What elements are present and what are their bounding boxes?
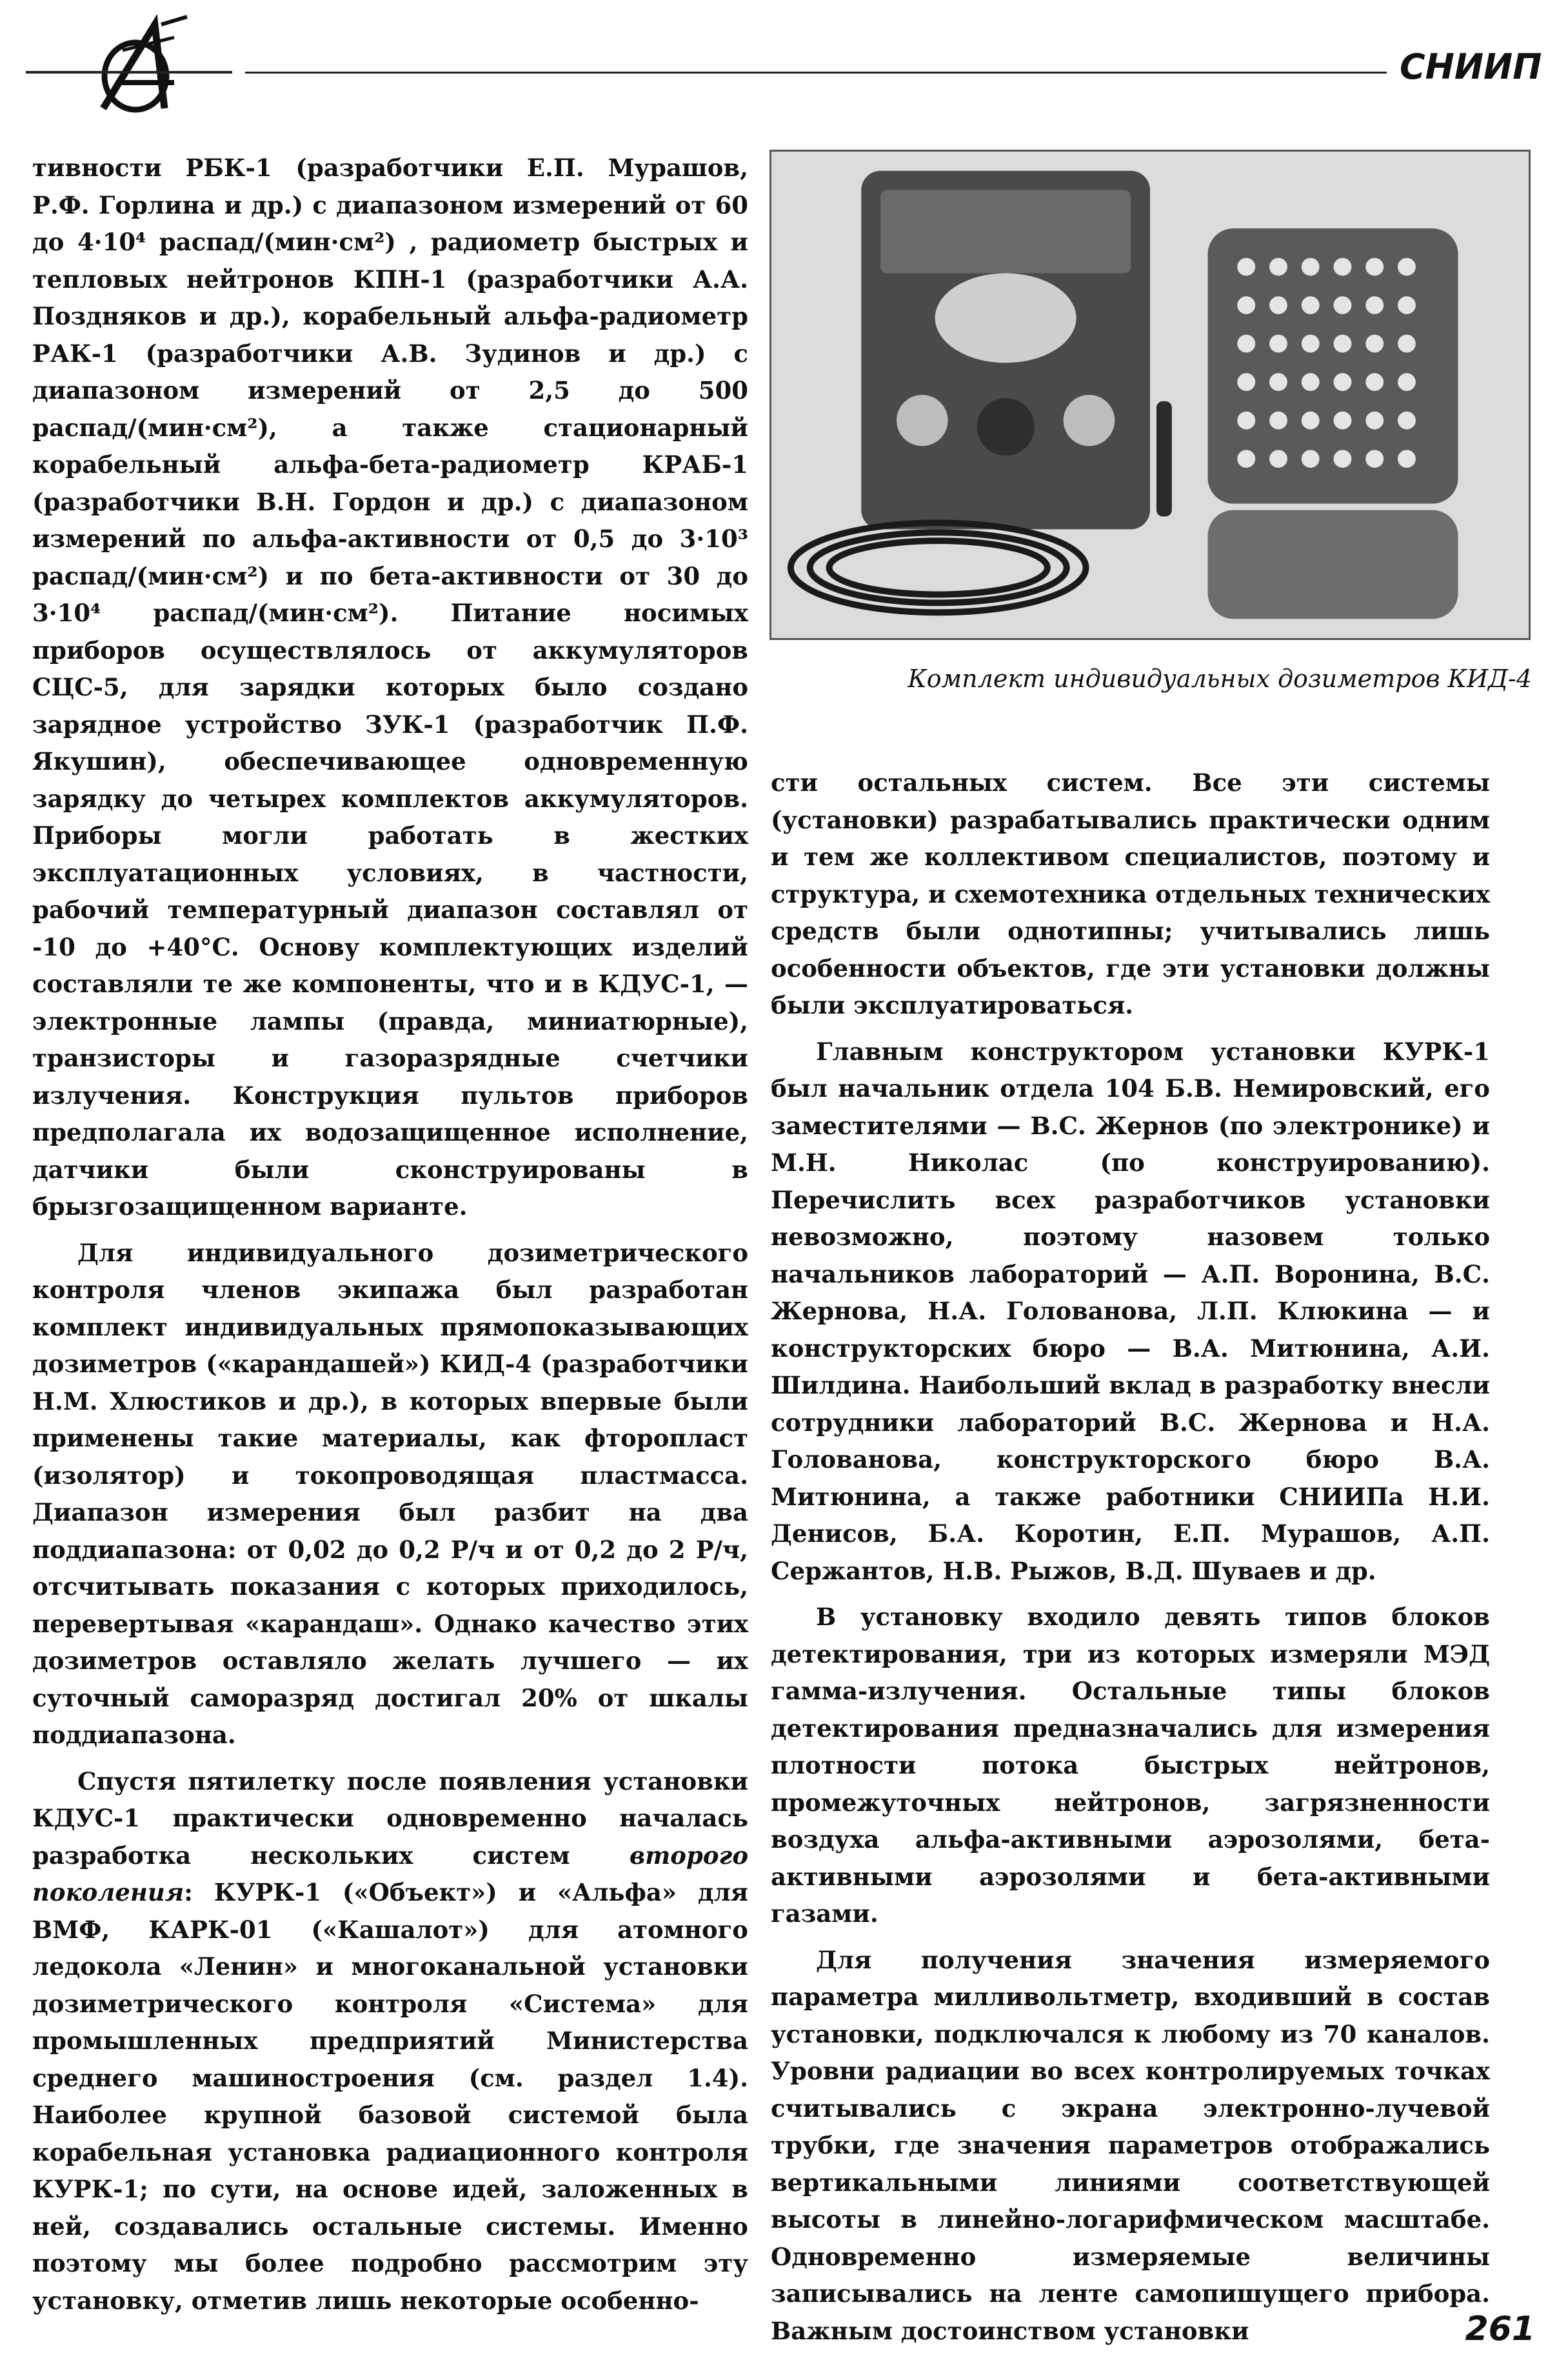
header-rule-left bbox=[26, 71, 232, 74]
snip-logo-icon bbox=[26, 12, 245, 121]
dosimeter-kit-image bbox=[771, 152, 1529, 638]
kid4-photo bbox=[769, 150, 1531, 640]
page-header bbox=[0, 0, 1548, 142]
right-paragraph-4: Для получения значения измеряемого параметра милливольтметр, входивший в состав установки, подключался к любому из 70 каналов. Уровни радиации во всех контролируемых точках считывались с экрана электронно-лучевой трубки, где значения параметров отображались вертикальными линиями соответствующей высоты в линейно-логарифмическом масштабе. Одновременно измеряемые величины записывались на ленте самопишущего прибора. Важным достоинством установки bbox=[771, 1945, 1490, 2345]
figure-caption: Комплект индивидуальных дозиметров КИД-4 bbox=[908, 665, 1532, 693]
p3-emphasis: второго поколения bbox=[32, 1841, 748, 1906]
right-paragraph-3: В установку входило девять типов блоков детектирования, три из которых измеряли МЭД гамма-излучения. Остальные типы блоков детектирования предназначались для измерения плотности потока быстрых нейтронов, промежуточных нейтронов, загрязненности воздуха альфа-активными аэрозолями, бета-активными аэрозолями и бета-активными газами. bbox=[771, 1603, 1490, 1928]
page-number: 261 bbox=[1465, 2310, 1535, 2348]
right-paragraph-2: Главным конструктором установки КУРК-1 был начальник отдела 104 Б.В. Немировский, его заместителями — В.С. Жернов (по электронике) и М.Н. Николас (по конструированию). Перечислить всех разработчиков установки невозможно, поэтому назовем только начальников лабораторий — А.П. Воронина, В.С. Жернова, Н.А. Голованова, Л.П. Клюкина — и конструкторских бюро — В.А. Митюнина, А.И. Шилдина. Наибольший вклад в разработку внесли сотрудники лабораторий В.С. Жернова и Н.А. Голованова, конструкторского бюро В.А. Митюнина, а также работники СНИИПа Н.И. Денисов, Б.А. Коротин, Е.П. Мурашов, А.П. Сержантов, Н.В. Рыжов, В.Д. Шуваев и др. bbox=[771, 1037, 1490, 1585]
left-column bbox=[32, 150, 748, 2319]
right-column bbox=[771, 765, 1490, 2350]
p3-before: Спустя пятилетку после появления установки КДУС-1 практически одновременно началась разработка нескольких систем bbox=[32, 1766, 748, 1870]
header-rule-right bbox=[245, 72, 1387, 74]
p3-after: : КУРК-1 («Объект») и «Альфа» для ВМФ, КАРК-01 («Кашалот») для атомного ледокола «Ленин» и многоканальной установки дозиметрического контроля «Система» для промышленных предприятий Министерства среднего машиностроения (см. раздел 1.4). Наиболее крупной базовой системой была корабельная установка радиационного контроля КУРК-1; по сути, на основе идей, заложенных в ней, создавались остальные системы. Именно поэтому мы более подробно рассмотрим эту установку, отметив лишь некоторые особенно- bbox=[32, 1878, 748, 2315]
section-title: СНИИП bbox=[1400, 46, 1542, 87]
left-paragraph-2: Для индивидуального дозиметрического контроля членов экипажа был разработан комплект индивидуальных прямопоказывающих дозиметров («карандашей») КИД-4 (разработчики Н.М. Хлюстиков и др.), в которых впервые были применены такие материалы, как фторопласт (изолятор) и токопроводящая пластмасса. Диапазон измерения был разбит на два поддиапазона: от 0,02 до 0,2 Р/ч и от 0,2 до 2 Р/ч, отсчитывать показания с которых приходилось, перевертывая «карандаш». Однако качество этих дозиметров оставляло желать лучшего — их суточный саморазряд достигал 20% от шкалы поддиапазона. bbox=[32, 1238, 748, 1749]
left-paragraph-3 bbox=[32, 1763, 748, 2320]
left-paragraph-1: тивности РБК-1 (разработчики Е.П. Мурашов, Р.Ф. Горлина и др.) с диапазоном измерений от 60 до 4·10⁴ распад/(мин·см²) , радиометр быстрых и тепловых нейтронов КПН-1 (разработчики А.А. Поздняков и др.), корабельный альфа-радиометр РАК-1 (разработчики А.В. Зудинов и др.) с диапазоном измерений от 2,5 до 500 распад/(мин·см²), а также стационарный корабельный альфа-бета-радиометр КРАБ-1 (разработчики В.Н. Гордон и др.) с диапазоном измерений по альфа-активности от 0,5 до 3·10³ распад/(мин·см²) и по бета-активности от 30 до 3·10⁴ распад/(мин·см²). Питание носимых приборов осуществлялось от аккумуляторов СЦС-5, для зарядки которых было создано зарядное устройство ЗУК-1 (разработчик П.Ф. Якушин), обеспечивающее одновременную зарядку до четырех комплектов аккумуляторов. Приборы могли работать в жестких эксплуатационных условиях, в частности, рабочий температурный диапазон составлял от -10 до +40°С. Основу комплектующих изделий составляли те же компоненты, что и в КДУС-1, — электронные лампы (правда, миниатюрные), транзисторы и газоразрядные счетчики излучения. Конструкция пультов приборов предполагала их водозащищенное исполнение, датчики были сконструированы в брызгозащищенном варианте. bbox=[32, 154, 748, 1221]
right-paragraph-1: сти остальных систем. Все эти системы (установки) разрабатывались практически одним и тем же коллективом специалистов, поэтому и структура, и схемотехника отдельных технических средств были однотипны; учитывались лишь особенности объектов, где эти установки должны были эксплуатироваться. bbox=[771, 768, 1490, 1019]
